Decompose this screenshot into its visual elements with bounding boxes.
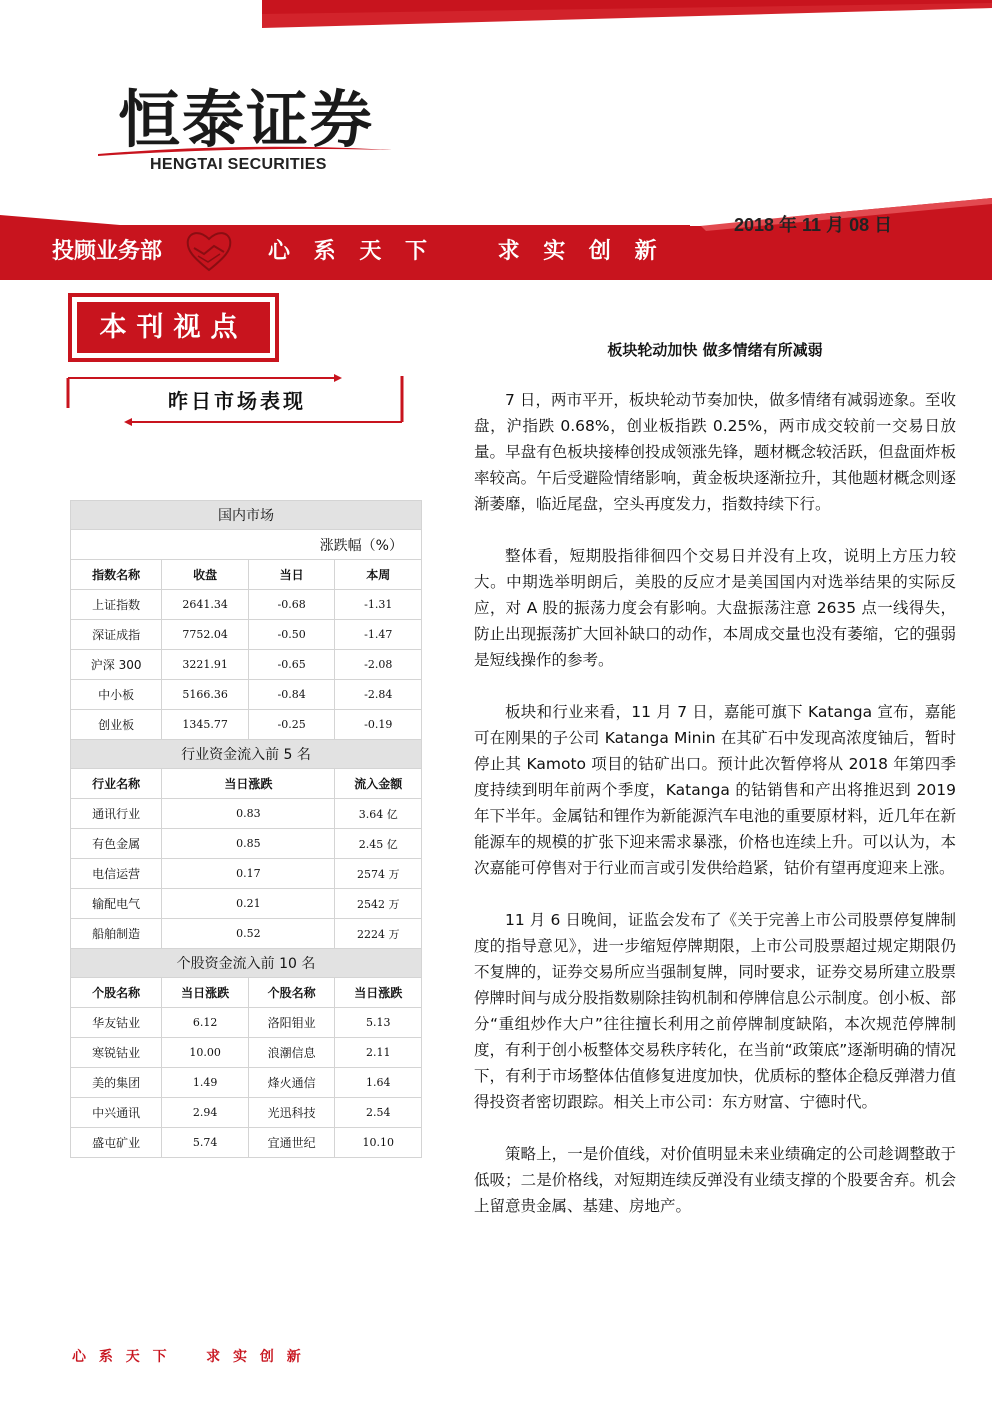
table-row: [71, 799, 422, 829]
table-cell: 0.85: [162, 829, 335, 859]
table-row: [71, 919, 422, 949]
article-paragraph: 11 月 6 日晚间，证监会发布了《关于完善上市公司股票停复牌制度的指导意见》，进一步缩短停牌期限，上市公司股票超过规定期限仍不复牌的，证券交易所应当强制复牌，同时要求，证券交易所建立股票停牌时间与成分股指数剔除挂钩机制和停牌信息公示制度。创小板、部分“重组炒作大户”往往擅长利用之前停牌制度缺陷，本次规范停牌制度，有利于创小板整体交易秩序转化，在当前“政策底”逐渐明确的情况下，有利于市场整体估值修复进度加快，优质标的整体企稳反弹潜力值得投资者密切跟踪。相关上市公司：东方财富、宁德时代。: [474, 911, 956, 1111]
table-cell: 船舶制造: [71, 919, 162, 949]
table-cell: 2.54: [335, 1098, 422, 1128]
table-cell: 2.11: [335, 1038, 422, 1068]
article-title: 板块轮动加快 做多情绪有所减弱: [607, 341, 823, 359]
table-row: [71, 889, 422, 919]
table-cell: 沪深 300: [71, 650, 162, 680]
domestic-market-title: 国内市场: [71, 501, 422, 530]
table-cell: 美的集团: [71, 1068, 162, 1098]
column-header: 流入金额: [335, 769, 422, 799]
table-row: [71, 1098, 422, 1128]
table-cell: -0.50: [248, 620, 335, 650]
article-body: [474, 387, 956, 1245]
table-cell: 5.13: [335, 1008, 422, 1038]
table-cell: 电信运营: [71, 859, 162, 889]
table-row: [71, 1038, 422, 1068]
table-cell: -2.84: [335, 680, 422, 710]
table-cell: -1.31: [335, 590, 422, 620]
market-performance-title: 昨日市场表现: [168, 389, 306, 413]
table-cell: -1.47: [335, 620, 422, 650]
department-name: 投顾业务部: [52, 239, 163, 264]
table-cell: 3.64 亿: [335, 799, 422, 829]
table-cell: 深证成指: [71, 620, 162, 650]
table-cell: 1.49: [162, 1068, 249, 1098]
table-cell: 上证指数: [71, 590, 162, 620]
table-cell: 2224 万: [335, 919, 422, 949]
table-cell: -0.19: [335, 710, 422, 740]
table-cell: 0.21: [162, 889, 335, 919]
table-cell: -0.25: [248, 710, 335, 740]
domestic-market-title-row: [71, 501, 422, 530]
table-row: [71, 710, 422, 740]
table-row: [71, 1068, 422, 1098]
table-cell: 7752.04: [162, 620, 249, 650]
article-paragraph: 整体看，短期股指徘徊四个交易日并没有上攻，说明上方压力较大。中期选举明朗后，美股的反应才是美国国内对选举结果的实际反应，对 A 股的振荡力度会有影响。大盘振荡注意 2635 点一线得失，防止出现振荡扩大回补缺口的动作，本周成交量也没有萎缩，它的强弱是短线操作的参考。: [474, 547, 956, 669]
table-row: [71, 680, 422, 710]
table-cell: 0.52: [162, 919, 335, 949]
footer-slogan: 心 系 天 下 求 实 创 新: [72, 1349, 305, 1365]
table-cell: 1.64: [335, 1068, 422, 1098]
column-header: 个股名称: [71, 978, 162, 1008]
change-unit-label: 涨跌幅（%）: [71, 530, 422, 560]
table-cell: 创业板: [71, 710, 162, 740]
table-cell: 洛阳钼业: [248, 1008, 335, 1038]
table-cell: 宜通世纪: [248, 1128, 335, 1158]
company-logo-cn: 恒泰证券: [118, 83, 375, 156]
table-cell: 0.83: [162, 799, 335, 829]
table-cell: 浪潮信息: [248, 1038, 335, 1068]
stock-title-row: [71, 949, 422, 978]
table-cell: 华友钴业: [71, 1008, 162, 1038]
viewpoint-section-box: [68, 293, 279, 362]
table-cell: -0.84: [248, 680, 335, 710]
slogan: 心 系 天 下 求 实 创 新: [268, 239, 665, 264]
viewpoint-title: 本刊视点: [77, 302, 270, 353]
article-paragraph: 策略上，一是价值线，对价值明显未来业绩确定的公司趁调整敢于低吸；二是价格线，对短期连续反弹没有业绩支撑的个股要舍弃。机会上留意贵金属、基建、房地产。: [474, 1145, 956, 1215]
industry-header-row: [71, 769, 422, 799]
table-cell: 2.94: [162, 1098, 249, 1128]
table-cell: -0.68: [248, 590, 335, 620]
article-paragraph: 板块和行业来看，11 月 7 日，嘉能可旗下 Katanga 宣布，嘉能可在刚果的子公司 Katanga Minin 在其矿石中发现高浓度铀后，暂时停止其 Kamoto 项目的钴矿出口。预计此次暂停将从 2018 年第四季度持续到明年前两个季度，Katanga 的钴销售和产出将推迟到 2019 年下半年。金属钴和锂作为新能源汽车电池的重要原材料，近几年在新能源车的规模的扩张下迎来需求暴涨，价格也连续上升。可以认为，本次嘉能可停售对于行业而言或引发供给趋紧，钴价有望再度迎来上涨。: [474, 703, 956, 877]
column-header: 当日涨跌: [162, 769, 335, 799]
table-cell: 2542 万: [335, 889, 422, 919]
table-cell: 盛屯矿业: [71, 1128, 162, 1158]
company-logo-en: HENGTAI SECURITIES: [150, 156, 327, 173]
table-cell: 5.74: [162, 1128, 249, 1158]
column-header: 个股名称: [248, 978, 335, 1008]
table-cell: 6.12: [162, 1008, 249, 1038]
column-header: 当日涨跌: [162, 978, 249, 1008]
table-cell: 10.00: [162, 1038, 249, 1068]
column-header: 行业名称: [71, 769, 162, 799]
table-cell: 2641.34: [162, 590, 249, 620]
table-cell: 中小板: [71, 680, 162, 710]
report-date: 2018 年 11 月 08 日: [734, 215, 893, 235]
table-cell: 有色金属: [71, 829, 162, 859]
table-cell: -2.08: [335, 650, 422, 680]
table-cell: 中兴通讯: [71, 1098, 162, 1128]
column-header: 指数名称: [71, 560, 162, 590]
table-cell: -0.65: [248, 650, 335, 680]
industry-inflow-title: 行业资金流入前 5 名: [71, 740, 422, 769]
table-cell: 10.10: [335, 1128, 422, 1158]
table-row: [71, 829, 422, 859]
column-header: 当日: [248, 560, 335, 590]
table-row: [71, 1128, 422, 1158]
column-header: 本周: [335, 560, 422, 590]
table-row: [71, 859, 422, 889]
index-header-row: [71, 560, 422, 590]
table-row: [71, 650, 422, 680]
heart-handshake-icon: [184, 228, 234, 274]
table-cell: 5166.36: [162, 680, 249, 710]
table-cell: 光迅科技: [248, 1098, 335, 1128]
table-cell: 1345.77: [162, 710, 249, 740]
table-row: [71, 620, 422, 650]
table-cell: 通讯行业: [71, 799, 162, 829]
table-row: [71, 1008, 422, 1038]
table-row: [71, 590, 422, 620]
market-table: [70, 500, 422, 1158]
table-cell: 寒锐钴业: [71, 1038, 162, 1068]
table-cell: 2.45 亿: [335, 829, 422, 859]
column-header: 收盘: [162, 560, 249, 590]
table-cell: 输配电气: [71, 889, 162, 919]
table-cell: 3221.91: [162, 650, 249, 680]
article-paragraph: 7 日，两市平开，板块轮动节奏加快，做多情绪有减弱迹象。至收盘，沪指跌 0.68%，创业板指跌 0.25%，两市成交较前一交易日放量。早盘有色板块接棒创投成领涨先锋，题材概念较活跃，但盘面炸板率较高。午后受避险情绪影响，黄金板块逐渐拉升，其他题材概念则逐渐萎靡，临近尾盘，空头再度发力，指数持续下行。: [474, 391, 956, 513]
stock-header-row: [71, 978, 422, 1008]
table-cell: 0.17: [162, 859, 335, 889]
table-cell: 2574 万: [335, 859, 422, 889]
column-header: 当日涨跌: [335, 978, 422, 1008]
stock-inflow-title: 个股资金流入前 10 名: [71, 949, 422, 978]
industry-title-row: [71, 740, 422, 769]
table-cell: 烽火通信: [248, 1068, 335, 1098]
unit-row: [71, 530, 422, 560]
